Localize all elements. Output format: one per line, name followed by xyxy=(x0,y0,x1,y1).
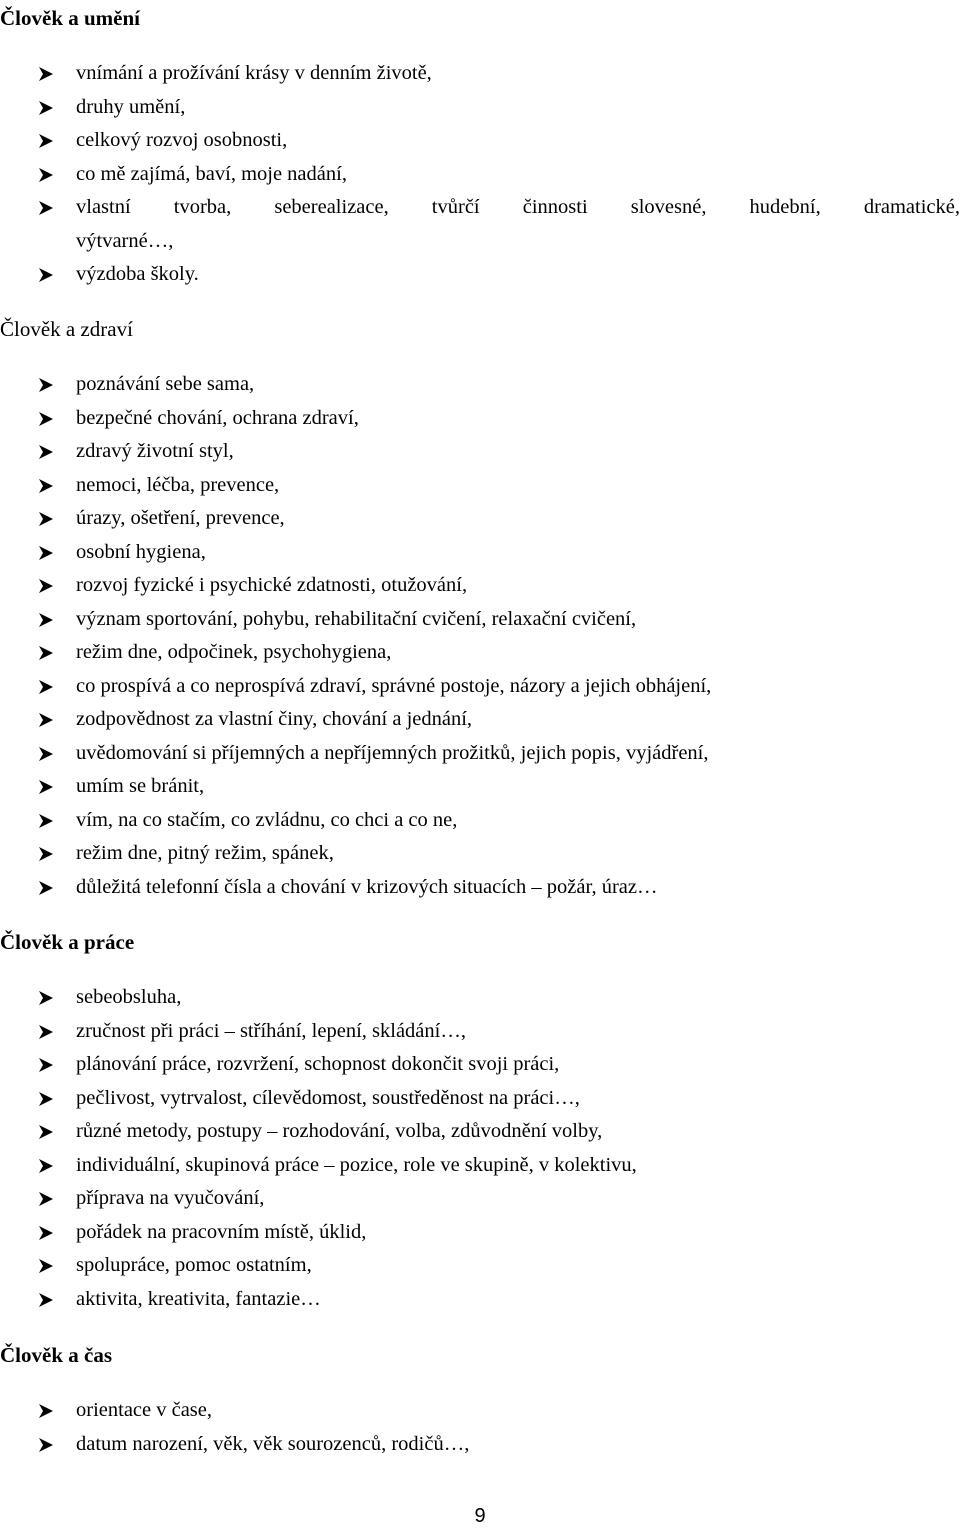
list-item-text: pořádek na pracovním místě, úklid, xyxy=(76,1220,367,1243)
arrowhead-bullet-icon xyxy=(38,435,58,469)
list-item xyxy=(0,191,960,258)
arrowhead-bullet-icon xyxy=(38,57,58,91)
section-heading: Člověk a zdraví xyxy=(0,317,133,341)
list-item-text: výzdoba školy. xyxy=(76,263,199,285)
arrowhead-bullet-icon xyxy=(38,981,58,1015)
arrowhead-bullet-icon xyxy=(38,636,58,670)
list-item-text: poznávání sebe sama, xyxy=(76,373,255,395)
list-item-text: různé metody, postupy – rozhodování, volba, zdůvodnění volby, xyxy=(76,1120,603,1142)
list-item-text: režim dne, pitný režim, spánek, xyxy=(76,842,334,864)
arrowhead-bullet-icon xyxy=(38,1394,58,1428)
list-item-text: pečlivost, vytrvalost, cílevědomost, soustředěnost na práci…, xyxy=(76,1086,580,1109)
list-item-text: bezpečné chování, ochrana zdraví, xyxy=(76,406,359,429)
arrowhead-bullet-icon xyxy=(38,569,58,603)
arrowhead-bullet-icon xyxy=(38,469,58,503)
arrowhead-bullet-icon xyxy=(38,536,58,570)
list-item-text: spolupráce, pomoc ostatním, xyxy=(76,1254,312,1276)
arrowhead-bullet-icon xyxy=(38,368,58,402)
list-item-text: zdravý životní styl, xyxy=(76,440,234,462)
section-heading: Člověk a práce xyxy=(0,930,135,954)
list-item-text: vnímání a prožívání krásy v denním životě, xyxy=(76,62,432,84)
arrowhead-bullet-icon xyxy=(38,670,58,704)
arrowhead-bullet-icon xyxy=(38,871,58,905)
arrowhead-bullet-icon xyxy=(38,1048,58,1082)
arrowhead-bullet-icon xyxy=(38,258,58,292)
list-item-text: umím se bránit, xyxy=(76,775,205,797)
arrowhead-bullet-icon xyxy=(38,402,58,436)
section-heading: Člověk a umění xyxy=(0,6,141,30)
list-item-text: druhy umění, xyxy=(76,95,186,118)
list-item-text: co mě zajímá, baví, moje nadání, xyxy=(76,162,347,185)
arrowhead-bullet-icon xyxy=(38,1015,58,1049)
arrowhead-bullet-icon xyxy=(38,1249,58,1283)
list-item-text: plánování práce, rozvržení, schopnost dokončit svoji práci, xyxy=(76,1053,560,1075)
list-item-text: individuální, skupinová práce – pozice, role ve skupině, v kolektivu, xyxy=(76,1153,637,1176)
list-item-text: orientace v čase, xyxy=(76,1399,213,1421)
list-item-text: aktivita, kreativita, fantazie… xyxy=(76,1287,321,1310)
arrowhead-bullet-icon xyxy=(38,502,58,536)
arrowhead-bullet-icon xyxy=(38,804,58,838)
list-item-text: datum narození, věk, věk sourozenců, rodičů…, xyxy=(76,1432,470,1455)
arrowhead-bullet-icon xyxy=(38,1149,58,1183)
list-item-text: vlastní tvorba, seberealizace, tvůrčí činnosti slovesné, hudební, dramatické, xyxy=(76,196,960,218)
arrowhead-bullet-icon xyxy=(38,1428,58,1462)
arrowhead-bullet-icon xyxy=(38,837,58,871)
arrowhead-bullet-icon xyxy=(38,603,58,637)
arrowhead-bullet-icon xyxy=(38,1216,58,1250)
arrowhead-bullet-icon xyxy=(38,770,58,804)
arrowhead-bullet-icon xyxy=(38,124,58,158)
list-item-text-continuation: výtvarné…, xyxy=(76,229,174,252)
arrowhead-bullet-icon xyxy=(38,737,58,771)
list-item-text: příprava na vyučování, xyxy=(76,1187,265,1209)
list-item-text: zodpovědnost za vlastní činy, chování a jednání, xyxy=(76,708,473,730)
list-item-text: sebeobsluha, xyxy=(76,986,182,1008)
list-item-text: rozvoj fyzické i psychické zdatnosti, otužování, xyxy=(76,574,468,596)
section-heading: Člověk a čas xyxy=(0,1343,112,1367)
list-item-text: co prospívá a co neprospívá zdraví, správné postoje, názory a jejich obhájení, xyxy=(76,674,712,697)
arrowhead-bullet-icon xyxy=(38,1082,58,1116)
arrowhead-bullet-icon xyxy=(38,1182,58,1216)
arrowhead-bullet-icon xyxy=(38,158,58,192)
list-item-text: osobní hygiena, xyxy=(76,540,206,563)
list-item-text: význam sportování, pohybu, rehabilitační cvičení, relaxační cvičení, xyxy=(76,607,637,630)
page-number: 9 xyxy=(474,1505,486,1527)
list-item-text: uvědomování si příjemných a nepříjemných prožitků, jejich popis, vyjádření, xyxy=(76,741,709,764)
list-item-text: zručnost při práci – stříhání, lepení, skládání…, xyxy=(76,1019,466,1042)
list-item-text: režim dne, odpočinek, psychohygiena, xyxy=(76,641,392,663)
arrowhead-bullet-icon xyxy=(38,191,58,225)
arrowhead-bullet-icon xyxy=(38,91,58,125)
arrowhead-bullet-icon xyxy=(38,1283,58,1317)
list-item-text: úrazy, ošetření, prevence, xyxy=(76,507,285,529)
list-item-text: celkový rozvoj osobnosti, xyxy=(76,129,288,151)
list-item-text: důležitá telefonní čísla a chování v krizových situacích – požár, úraz… xyxy=(76,875,658,898)
arrowhead-bullet-icon xyxy=(38,703,58,737)
list-item-text: nemoci, léčba, prevence, xyxy=(76,473,280,496)
list-item-text: vím, na co stačím, co zvládnu, co chci a co ne, xyxy=(76,808,458,831)
arrowhead-bullet-icon xyxy=(38,1115,58,1149)
